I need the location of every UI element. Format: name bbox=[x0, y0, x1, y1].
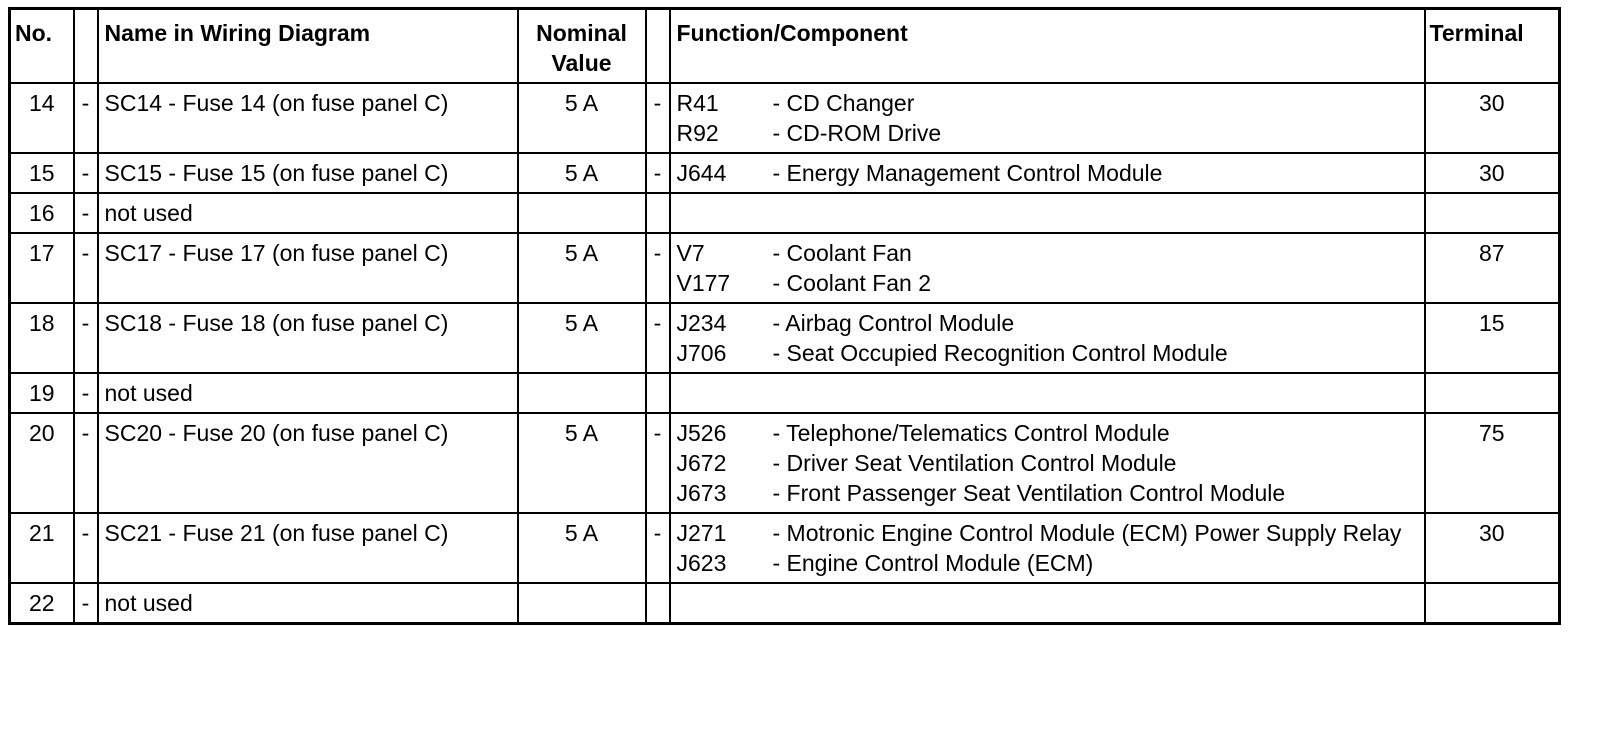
header-spacer bbox=[74, 9, 98, 84]
header-row bbox=[10, 9, 1560, 84]
component-description: - Front Passenger Seat Ventilation Control Module bbox=[772, 480, 1286, 506]
table-row bbox=[10, 83, 1560, 153]
component-description: - Energy Management Control Module bbox=[772, 160, 1163, 186]
wiring-name: not used bbox=[98, 373, 518, 413]
component-code: R41 bbox=[676, 90, 719, 116]
component-code: J623 bbox=[676, 550, 727, 576]
function-component bbox=[670, 303, 1425, 373]
fuse-number: 14 bbox=[10, 83, 74, 153]
component-entry bbox=[677, 118, 1418, 148]
nominal-value: 5 A bbox=[518, 513, 646, 583]
terminal bbox=[1425, 193, 1560, 233]
component-code: R92 bbox=[676, 120, 719, 146]
component-code: J234 bbox=[676, 310, 727, 336]
component-description: - CD-ROM Drive bbox=[772, 120, 942, 146]
wiring-name: SC20 - Fuse 20 (on fuse panel C) bbox=[98, 413, 518, 513]
fuse-number: 20 bbox=[10, 413, 74, 513]
function-component bbox=[670, 83, 1425, 153]
separator-dash: - bbox=[74, 153, 98, 193]
component-code: J644 bbox=[676, 160, 727, 186]
table-row bbox=[10, 413, 1560, 513]
nominal-value: 5 A bbox=[518, 83, 646, 153]
table-row bbox=[10, 153, 1560, 193]
table-row bbox=[10, 303, 1560, 373]
fuse-number: 21 bbox=[10, 513, 74, 583]
component-entry bbox=[677, 518, 1418, 548]
component-entry bbox=[677, 338, 1418, 368]
separator-dash: - bbox=[74, 83, 98, 153]
separator-dash: - bbox=[74, 373, 98, 413]
nominal-value bbox=[518, 583, 646, 624]
component-entry bbox=[677, 418, 1418, 448]
table-row bbox=[10, 193, 1560, 233]
header-no: No. bbox=[10, 9, 74, 84]
component-description: - Airbag Control Module bbox=[772, 310, 1015, 336]
component-code: V7 bbox=[676, 240, 705, 266]
separator-dash: - bbox=[646, 413, 670, 513]
terminal: 15 bbox=[1425, 303, 1560, 373]
component-code: J672 bbox=[676, 450, 727, 476]
function-component bbox=[670, 513, 1425, 583]
nominal-value: 5 A bbox=[518, 233, 646, 303]
function-component bbox=[670, 373, 1425, 413]
table-row bbox=[10, 233, 1560, 303]
component-code: J271 bbox=[676, 520, 727, 546]
terminal: 87 bbox=[1425, 233, 1560, 303]
separator-dash bbox=[646, 583, 670, 624]
nominal-value: 5 A bbox=[518, 413, 646, 513]
table-body bbox=[10, 83, 1560, 624]
function-component bbox=[670, 583, 1425, 624]
component-code: J526 bbox=[676, 420, 727, 446]
component-code: J673 bbox=[676, 480, 727, 506]
component-entry bbox=[677, 548, 1418, 578]
component-description: - Coolant Fan bbox=[772, 240, 912, 266]
nominal-value: 5 A bbox=[518, 153, 646, 193]
wiring-name: SC14 - Fuse 14 (on fuse panel C) bbox=[98, 83, 518, 153]
component-code: V177 bbox=[676, 270, 731, 296]
header-terminal: Terminal bbox=[1425, 9, 1560, 84]
component-description: - Seat Occupied Recognition Control Module bbox=[772, 340, 1228, 366]
component-entry bbox=[677, 158, 1418, 188]
fuse-number: 22 bbox=[10, 583, 74, 624]
nominal-value bbox=[518, 373, 646, 413]
component-description: - Motronic Engine Control Module (ECM) Power Supply Relay bbox=[772, 520, 1402, 546]
wiring-name: SC15 - Fuse 15 (on fuse panel C) bbox=[98, 153, 518, 193]
component-entry bbox=[677, 238, 1418, 268]
component-entry bbox=[677, 88, 1418, 118]
terminal bbox=[1425, 583, 1560, 624]
component-code: J706 bbox=[676, 340, 727, 366]
wiring-name: not used bbox=[98, 583, 518, 624]
function-component bbox=[670, 233, 1425, 303]
component-description: - Driver Seat Ventilation Control Module bbox=[772, 450, 1177, 476]
component-entry bbox=[677, 268, 1418, 298]
wiring-name: SC17 - Fuse 17 (on fuse panel C) bbox=[98, 233, 518, 303]
terminal: 75 bbox=[1425, 413, 1560, 513]
table-row bbox=[10, 513, 1560, 583]
fuse-table bbox=[8, 7, 1561, 625]
separator-dash: - bbox=[74, 233, 98, 303]
function-component bbox=[670, 153, 1425, 193]
component-entry bbox=[677, 478, 1418, 508]
separator-dash: - bbox=[74, 413, 98, 513]
terminal: 30 bbox=[1425, 513, 1560, 583]
header-nominal: Nominal Value bbox=[518, 9, 646, 84]
separator-dash: - bbox=[646, 513, 670, 583]
separator-dash: - bbox=[74, 583, 98, 624]
separator-dash: - bbox=[74, 513, 98, 583]
wiring-name: SC21 - Fuse 21 (on fuse panel C) bbox=[98, 513, 518, 583]
wiring-name: not used bbox=[98, 193, 518, 233]
separator-dash bbox=[646, 373, 670, 413]
component-entry bbox=[677, 308, 1418, 338]
fuse-number: 19 bbox=[10, 373, 74, 413]
fuse-number: 15 bbox=[10, 153, 74, 193]
function-component bbox=[670, 193, 1425, 233]
function-component bbox=[670, 413, 1425, 513]
component-description: - Engine Control Module (ECM) bbox=[772, 550, 1094, 576]
table-row bbox=[10, 373, 1560, 413]
separator-dash bbox=[646, 193, 670, 233]
separator-dash: - bbox=[646, 303, 670, 373]
fuse-number: 16 bbox=[10, 193, 74, 233]
separator-dash: - bbox=[646, 153, 670, 193]
nominal-value: 5 A bbox=[518, 303, 646, 373]
component-entry bbox=[677, 448, 1418, 478]
separator-dash: - bbox=[646, 83, 670, 153]
component-description: - CD Changer bbox=[772, 90, 915, 116]
header-function: Function/Component bbox=[670, 9, 1425, 84]
component-description: - Coolant Fan 2 bbox=[772, 270, 932, 296]
terminal bbox=[1425, 373, 1560, 413]
nominal-value bbox=[518, 193, 646, 233]
fuse-number: 18 bbox=[10, 303, 74, 373]
component-description: - Telephone/Telematics Control Module bbox=[772, 420, 1170, 446]
fuse-number: 17 bbox=[10, 233, 74, 303]
terminal: 30 bbox=[1425, 83, 1560, 153]
header-spacer bbox=[646, 9, 670, 84]
separator-dash: - bbox=[646, 233, 670, 303]
table-row bbox=[10, 583, 1560, 624]
separator-dash: - bbox=[74, 193, 98, 233]
terminal: 30 bbox=[1425, 153, 1560, 193]
wiring-name: SC18 - Fuse 18 (on fuse panel C) bbox=[98, 303, 518, 373]
separator-dash: - bbox=[74, 303, 98, 373]
fuse-table-container bbox=[8, 7, 1561, 625]
header-name: Name in Wiring Diagram bbox=[98, 9, 518, 84]
